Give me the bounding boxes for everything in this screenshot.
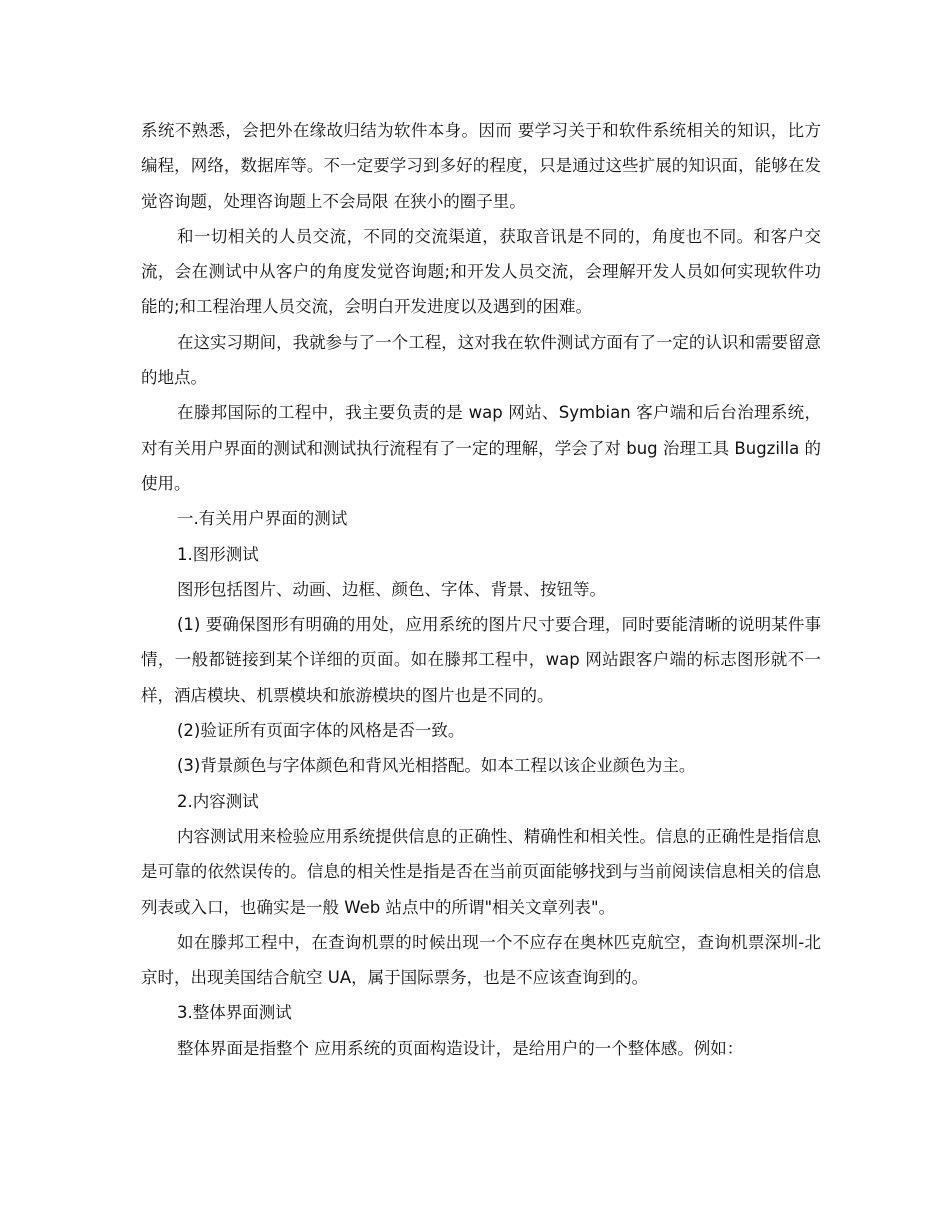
list-item: (2)验证所有页面字体的风格是否一致。: [177, 721, 465, 741]
list-item: (1) 要确保图形有明确的用处，应用系统的图片尺寸要合理，同时要能清晰的说明某件事情，一般都链接到某个详细的页面。如在滕邦工程中，wap 网站跟客户端的标志图形就不一样，酒店模块、机票模块和旅游模块的图片也是不同的。: [141, 615, 821, 705]
paragraph: 内容测试用来检验应用系统提供信息的正确性、精确性和相关性。信息的正确性是指信息是可靠的依然误传的。信息的相关性是指是否在当前页面能够找到与当前阅读信息相关的信息列表或入口，也确实是一般 Web 站点中的所谓"相关文章列表"。: [141, 826, 821, 917]
document-body: [141, 113, 821, 1066]
paragraph: 系统不熟悉，会把外在缘故归结为软件本身。因而 要学习关于和软件系统相关的知识，比方编程，网络，数据库等。不一定要学习到多好的程度，只是通过这些扩展的知识面，能够在发觉咨询题，处理咨询题上不会局限 在狭小的圈子里。: [141, 121, 821, 211]
paragraph: 如在滕邦工程中，在查询机票的时候出现一个不应存在奥林匹克航空，查询机票深圳-北京时，出现美国结合航空 UA，属于国际票务，也是不应该查询到的。: [141, 932, 821, 988]
subsection-heading: 2.内容测试: [177, 791, 259, 811]
subsection-heading: 3.整体界面测试: [177, 1003, 292, 1023]
paragraph: 和一切相关的人员交流，不同的交流渠道，获取音讯是不同的，角度也不同。和客户交流，会在测试中从客户的角度发觉咨询题;和开发人员交流，会理解开发人员如何实现软件功能的;和工程治理人员交流，会明白开发进度以及遇到的困难。: [141, 226, 821, 317]
paragraph: 图形包括图片、动画、边框、颜色、字体、背景、按钮等。: [177, 579, 606, 599]
subsection-heading: 1.图形测试: [177, 544, 259, 564]
paragraph: 整体界面是指整个 应用系统的页面构造设计，是给用户的一个整体感。例如：: [177, 1038, 744, 1058]
paragraph: 在这实习期间，我就参与了一个工程，这对我在软件测试方面有了一定的认识和需要留意的地点。: [141, 332, 821, 388]
section-heading: 一.有关用户界面的测试: [177, 509, 348, 529]
list-item: (3)背景颜色与字体颜色和背风光相搭配。如本工程以该企业颜色为主。: [177, 756, 696, 776]
paragraph: 在滕邦国际的工程中，我主要负责的是 wap 网站、Symbian 客户端和后台治理系统，对有关用户界面的测试和测试执行流程有了一定的理解，学会了对 bug 治理工具 Bugzilla 的使用。: [141, 403, 821, 493]
